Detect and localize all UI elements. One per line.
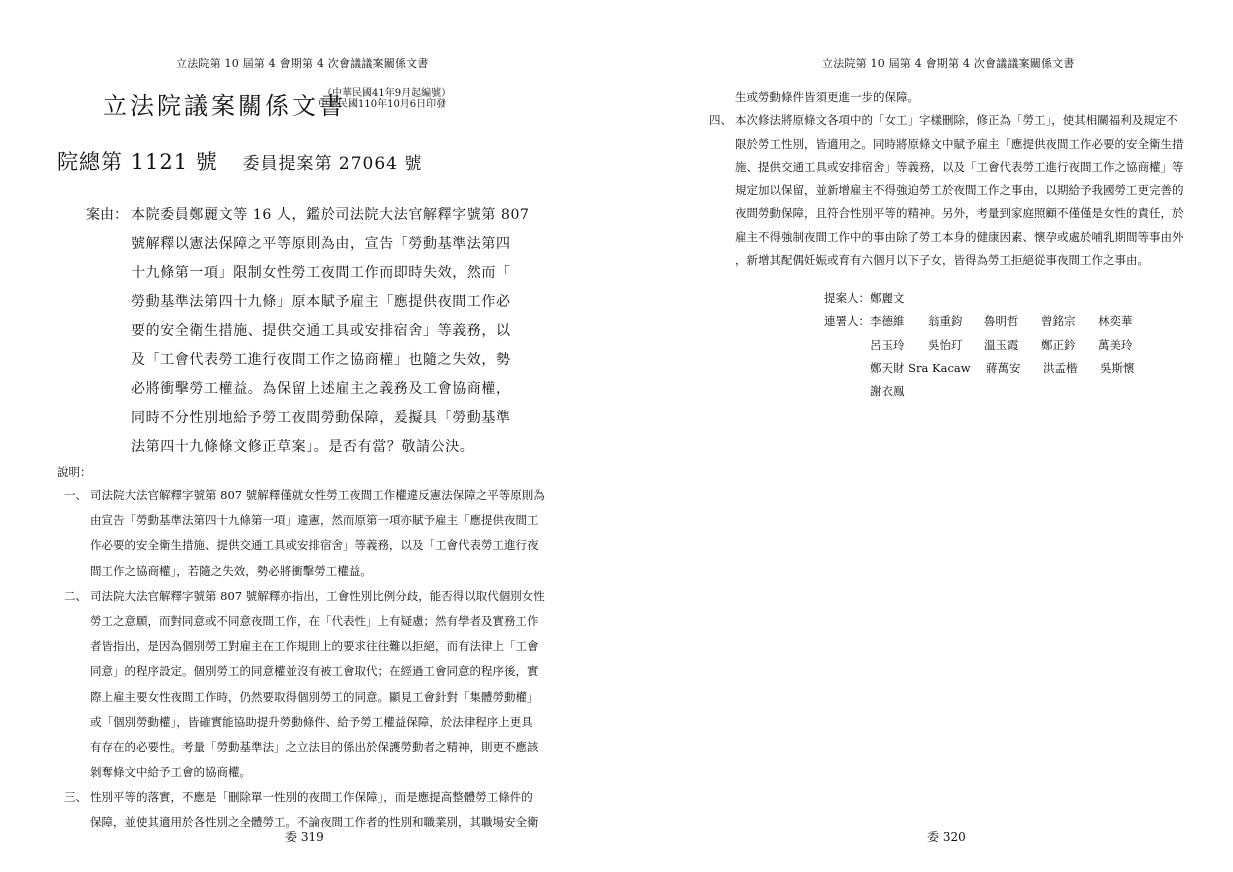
cosigner-name: 翁重鈞 [928,314,963,329]
reason-line: 勞動基準法第四十九條」原本賦予雇主「應提供夜間工作必 [131,294,511,310]
cosigner-name: 曾銘宗 [1041,314,1076,329]
list-item-line: 夜間勞動保障，且符合性別平等的精神。另外，考量到家庭照顧不僅僅是女性的責任，於 [735,206,1184,221]
cosigner-name: 吳怡玎 [928,337,963,352]
running-header: 立法院第 10 屆第 4 會期第 4 次會議議案關係文書 [176,57,429,70]
item-number: 一、 [64,488,87,502]
running-header: 立法院第 10 屆第 4 會期第 4 次會議議案關係文書 [822,57,1075,70]
item-text: 性別平等的落實，不應是「刪除單一性別的夜間工作保障」，而是應提高整體勞工條件的 [90,790,533,805]
proposal-number: 委員提案第 27064 號 [242,154,423,174]
list-item-line: 施、提供交通工具或安排宿舍」等義務，以及「工會代表勞工進行夜間工作之協商權」等 [735,159,1184,174]
cosigner-name: 謝衣鳯 [870,384,905,399]
list-item-line: 雇主不得強制夜間工作中的事由除了勞工本身的健康因素、懷孕或處於哺乳期間等事由外 [735,229,1184,244]
reason-line: 必將衝擊勞工權益。為保留上述雇主之義務及工會協商權， [131,381,511,397]
print-date: 中華民國110年10月6日印發 [318,99,447,110]
list-item-line [64,787,554,812]
explanation-continued [709,87,1209,273]
list-item-line: 剝奪條文中給予工會的協商權。 [90,765,251,780]
cosigner-label: 連署人： [824,314,870,329]
cosigner-name: 林奕華 [1098,314,1133,329]
list-item-line: 作必要的安全衛生措施、提供交通工具或安排宿舍」等義務，以及「工會代表勞工進行夜 [90,538,539,553]
item-text: 司法院大法官解釋字號第 807 號解釋僅就女性勞工夜間工作權違反憲法保障之平等原則為 [90,488,545,502]
cosigner-name: 萬美玲 [1098,337,1133,352]
cosigner-name: 溫玉霞 [984,337,1019,352]
bill-number [57,146,422,176]
explanation-label: 說明： [57,465,92,479]
edition-info [318,88,451,110]
reason-line: 及「工會代表勞工進行夜間工作之協商權」也隨之失效，勢 [131,352,511,368]
list-item-line [64,485,554,510]
left-page [0,0,616,872]
reason-line: 本院委員鄭麗文等 16 人，鑑於司法院大法官解釋字號第 807 [131,207,530,223]
list-item-line: 由宣告「勞動基準法第四十九條第一項」違憲，然而原第一項亦賦予雇主「應提供夜間工 [90,513,539,528]
list-item-line [709,110,1209,133]
cosigner-name: 鄭正鈐 [1041,337,1076,352]
cosigner-name: 呂玉玲 [870,337,905,352]
list-item-line: 際上雇主要女性夜間工作時，仍然要取得個別勞工的同意。顯見工會針對「集體勞動權」 [90,689,539,704]
reason-line: 十九條第一項」限制女性勞工夜間工作而即時失效，然而「 [131,265,511,281]
list-item-line: 生或勞動條件皆須更進一步的保障。 [735,90,919,104]
list-item-line: 同意」的程序設定。個別勞工的同意權並沒有被工會取代；在經過工會同意的程序後，實 [90,664,539,679]
item-number: 二、 [64,588,87,603]
cosigner-name: 魯明哲 [984,314,1019,329]
list-item-line: 或「個別勞動權」，皆確實能協助提升勞動條件、給予勞工權益保障，於法律程序上更具 [90,714,533,729]
item-text: 司法院大法官解釋字號第 807 號解釋亦指出，工會性別比例分歧，能否得以取代個別女性 [90,588,545,603]
right-page [616,0,1233,872]
page-number: 委 320 [927,830,966,844]
reason-line: 要的安全衛生措施、提供交通工具或安排宿舍」等義務，以 [131,323,511,339]
reason-label: 案由： [86,207,128,223]
list-item-line: ，新增其配偶妊娠或育有六個月以下子女，皆得為勞工拒絕從事夜間工作之事由。 [735,253,1149,268]
cosigner-name: 李德維 [870,314,905,329]
list-item-line: 勞工之意願，而對同意或不同意夜間工作，在「代表性」上有疑慮；然有學者及實務工作 [90,613,539,628]
reason-text [131,204,551,465]
general-bill-number: 院總第 1121 號 [57,150,218,174]
list-item-line [64,586,554,611]
explanation-items [64,485,554,838]
list-item-line: 者皆指出，是因為個別勞工對雇主在工作規則上的要求往往難以拒絕，而有法律上「工會 [90,639,539,654]
cosigner-name: 吳斯懷 [1100,360,1135,375]
item-text: 本次修法將原條文各項中的「女工」字樣刪除，修正為「勞工」，使其相關福利及規定不 [735,113,1178,128]
list-item-line: 限於勞工性別，皆適用之。同時將原條文中賦予雇主「應提供夜間工作必要的安全衛生措 [735,136,1184,151]
document-title: 立法院議案關係文書 [103,92,346,120]
cosigner-name: 鄭天財 Sra Kacaw [870,360,971,375]
item-number: 三、 [64,790,87,805]
item-number: 四、 [709,113,732,128]
edition-numbering: （中華民國41年9月起編號） [322,88,452,99]
list-item-line: 規定加以保留，並新增雇主不得強迫勞工於夜間工作之事由，以期給予我國勞工更完善的 [735,183,1184,198]
proposer-label: 提案人： [824,291,870,305]
page-number: 委 319 [285,830,324,844]
proposer-name: 鄭麗文 [870,291,905,305]
list-item-line: 保障，並使其適用於各性別之全體勞工。不論夜間工作者的性別和職業別，其職場安全衛 [90,815,539,830]
reason-line: 法第四十九條條文修正草案」。是否有當？敬請公決。 [131,439,475,455]
cosigner-name: 蔣萬安 [986,360,1021,375]
cosigner-name: 洪孟楷 [1043,360,1078,375]
list-item-line: 間工作之協商權」，若隨之失效，勢必將衝擊勞工權益。 [90,563,372,578]
list-item-line: 有存在的必要性。考量「勞動基準法」之立法目的係出於保護勞動者之精神，則更不應該 [90,739,539,754]
reason-line: 同時不分性別地給予勞工夜間勞動保障，爰擬具「勞動基準 [131,410,511,426]
reason-line: 號解釋以憲法保障之平等原則為由，宣告「勞動基準法第四 [131,236,511,252]
